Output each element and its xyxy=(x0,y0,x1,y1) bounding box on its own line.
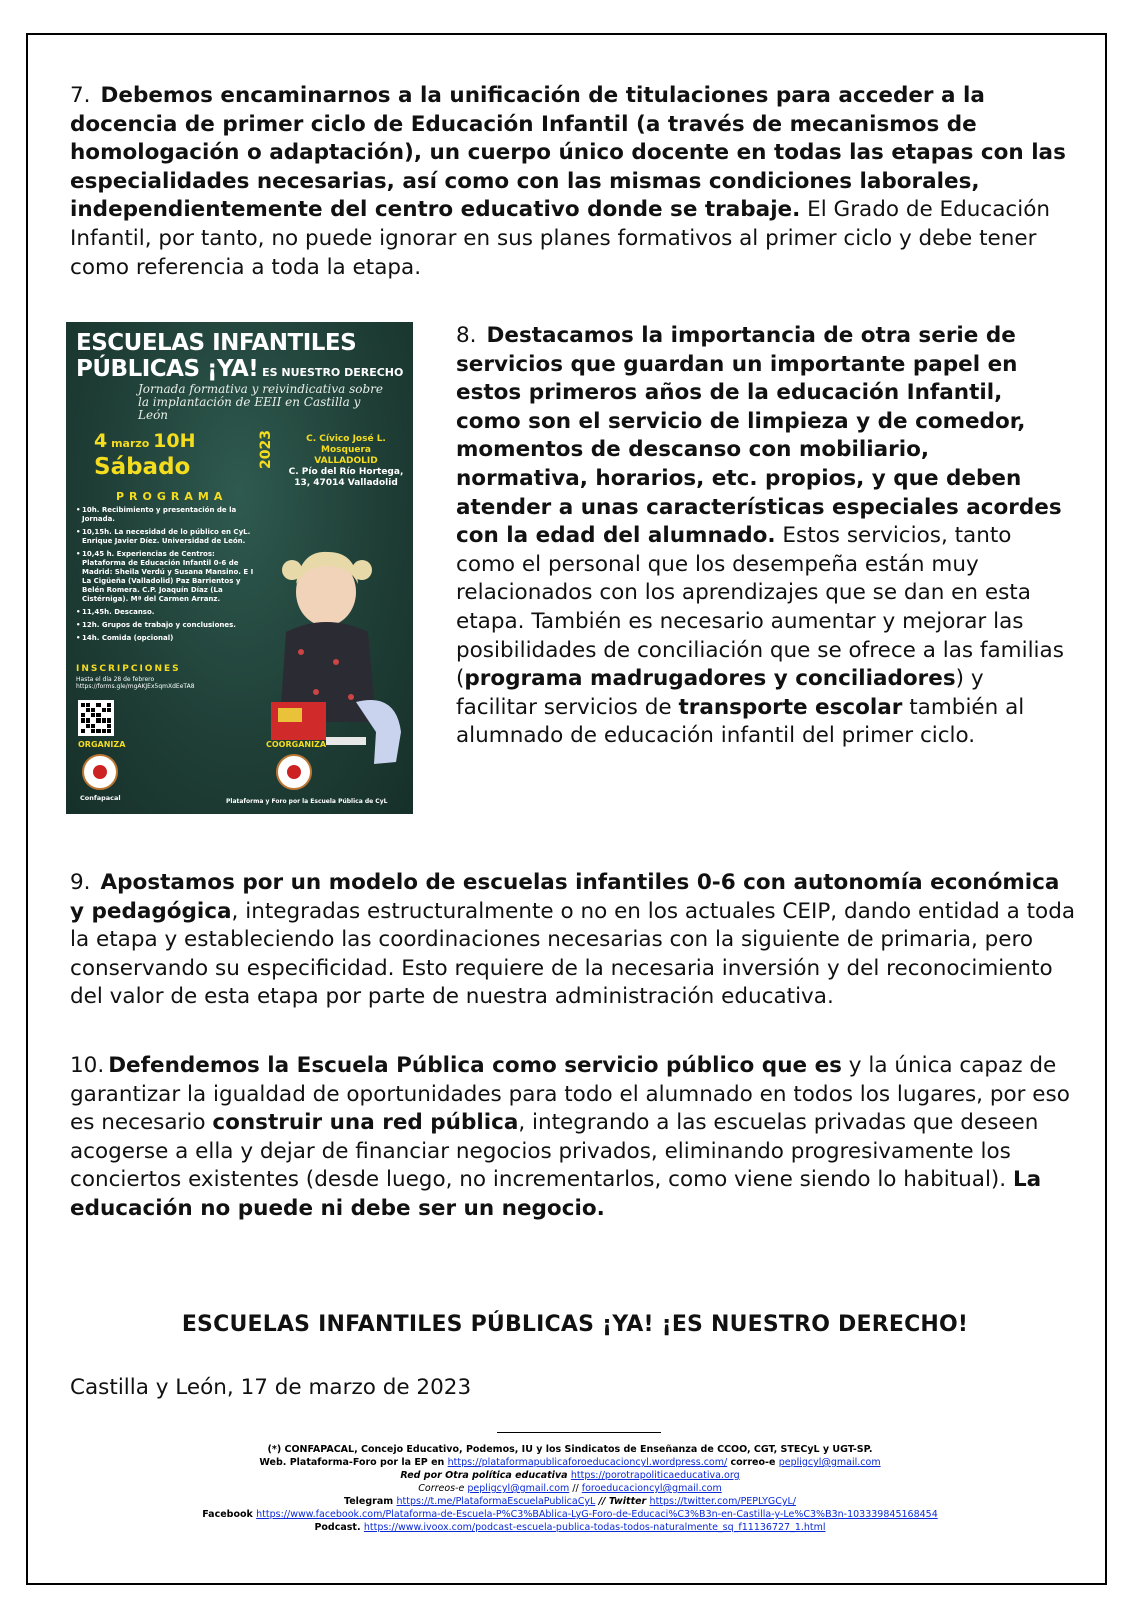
twitter-link[interactable]: https://twitter.com/PEPLYGCyL/ xyxy=(649,1496,796,1507)
list-item: • 10,45 h. Experiencias de Centros: Plataforma de Educación Infantil 0-6 de Madrid: Sheila Verdú y Susana Mansino. E I La Cigüeña (Valladolid) Paz Barrientos y Belén Romera. C.P. Joaquín Díaz (La Cistérniga). Mª del Carmen Arranz. xyxy=(76,550,256,604)
footer-facebook: Facebook https://www.facebook.com/Plataforma-de-Escuela-P%C3%BAblica-LyG-Foro-de-Educaci%C3%B3n-en-Castilla-y-Le%C3%B3n-103339845168454 xyxy=(202,1509,938,1520)
poster-subtitle: Jornada formativa y reivindicativa sobre la implantación de EEII en Castilla y León xyxy=(138,382,383,422)
point-7-text: El Grado de Educación Infantil, por tanto, no puede ignorar en sus planes formativos al primer ciclo y debe tener como referencia a toda la etapa. xyxy=(70,197,1050,280)
footer-emails: Correos-e pepligcyl@gmail.com // foroeducacioncyl@gmail.com xyxy=(418,1483,722,1494)
poster-coorganiza: COORGANIZA xyxy=(266,740,327,749)
poster-title-line1: ESCUELAS INFANTILES xyxy=(76,330,357,356)
point-10-bold3: La educación no puede ni debe ser un negocio. xyxy=(70,1167,1042,1221)
point-10-text2: , integrando a las escuelas privadas que deseen acogerse a ella y dejar de financiar negocios privados, eliminando progresivamente los conciertos existentes (desde luego, no incrementarlos, como viene siendo lo habitual). xyxy=(70,1110,1039,1193)
point-8-text2: ) y facilitar servicios de xyxy=(456,666,984,720)
facebook-link[interactable]: https://www.facebook.com/Plataforma-de-Escuela-P%C3%BAblica-LyG-Foro-de-Educaci%C3%B3n-en-Castilla-y-Le%C3%B3n-103339845168454 xyxy=(256,1509,938,1520)
point-10-bold: Defendemos la Escuela Pública como servicio público que es xyxy=(108,1053,842,1078)
confapacal-logo-icon xyxy=(82,754,118,790)
point-number: 9. xyxy=(70,870,91,895)
point-9-bold: Apostamos por un modelo de escuelas infantiles 0-6 con autonomía económica y pedagógica xyxy=(70,870,1060,924)
poster-confapacal: Confapacal xyxy=(80,794,121,802)
email-link[interactable]: foroeducacioncyl@gmail.com xyxy=(581,1483,722,1494)
list-item: • 11,45h. Descanso. xyxy=(76,608,256,617)
web-link[interactable]: https://plataformapublicaforoeducacioncyl.wordpress.com/ xyxy=(447,1457,728,1468)
poster-year: 2023 xyxy=(258,430,274,469)
point-number: 10. xyxy=(70,1053,105,1078)
poster-title-line2: PÚBLICAS ¡YA! ES NUESTRO DERECHO xyxy=(76,356,404,382)
closing-slogan: ESCUELAS INFANTILES PÚBLICAS ¡YA! ¡ES NUESTRO DERECHO! xyxy=(181,1312,969,1337)
qr-code-icon xyxy=(78,700,114,736)
plataforma-seal-icon xyxy=(276,754,312,790)
red-link[interactable]: https://porotrapoliticaeducativa.org xyxy=(570,1470,740,1481)
event-poster xyxy=(66,322,413,814)
list-item: • 10h. Recibimiento y presentación de la Jornada. xyxy=(76,506,256,524)
footer-social: Telegram https://t.me/PlataformaEscuelaPublicaCyL // Twitter https://twitter.com/PEPLYGCyL/ xyxy=(344,1496,796,1507)
footer-podcast: Podcast. https://www.ivoox.com/podcast-escuela-publica-todas-todos-naturalmente_sq_f11136727_1.html xyxy=(314,1522,826,1533)
point-8-text1: Estos servicios, tanto como el personal que los desempeña están muy relacionados con los aprendizajes que se dan en esta etapa. También es necesario aumentar y mejorar las posibilidades de conciliación que se ofrece a las familias ( xyxy=(456,523,1064,692)
email-link[interactable]: pepligcyl@gmail.com xyxy=(467,1483,570,1494)
poster-plataforma: Plataforma y Foro por la Escuela Pública de CyL xyxy=(226,798,388,805)
point-10-bold2: construir una red pública xyxy=(212,1110,519,1136)
poster-inscripciones: INSCRIPCIONES xyxy=(76,664,181,674)
point-8-bold: Destacamos la importancia de otra serie de servicios que guardan un importante papel en estos primeros años de la educación Infantil, como son el servicio de limpieza y de comedor, momentos de descanso con mobiliario, normativa, horarios, etc. propios, y que deben atender a unas características especiales acordes con la edad del alumnado. xyxy=(456,323,1062,549)
point-number: 7. xyxy=(70,83,91,108)
poster-date: 4 marzo 10H Sábado xyxy=(94,430,196,480)
poster-title-small: ES NUESTRO DERECHO xyxy=(258,366,404,379)
point-8-bold3: transporte escolar xyxy=(678,694,903,720)
dateline: Castilla y León, 17 de marzo de 2023 xyxy=(70,1375,472,1400)
email-link[interactable]: pepligcyl@gmail.com xyxy=(778,1457,881,1468)
point-number: 8. xyxy=(456,323,477,348)
list-item: • 14h. Comida (opcional) xyxy=(76,634,256,643)
point-9-text: , integradas estructuralmente o no en los actuales CEIP, dando entidad a toda la etapa y estableciendo las coordinaciones necesarias con la siguiente de primaria, pero conservando su especificidad. Esto requiere de la necesaria inversión y del reconocimiento del valor de esta etapa por parte de nuestra administración educativa. xyxy=(70,898,1076,1010)
point-8 xyxy=(456,322,1066,751)
point-8-text3: también al alumnado de educación infantil del primer ciclo. xyxy=(456,694,1025,749)
point-10 xyxy=(70,1052,1080,1224)
poster-inscripciones-detail: Hasta el día 28 de febrero https://forms.gle/mgAKJEx5qmXdEeTA8 xyxy=(76,676,195,690)
poster-place: C. Cívico José L. Mosquera VALLADOLID C. Pío del Río Hortega, 13, 47014 Valladolid xyxy=(288,434,404,488)
poster-weekday: Sábado xyxy=(94,454,191,480)
poster-organiza: ORGANIZA xyxy=(78,740,126,749)
podcast-link[interactable]: https://www.ivoox.com/podcast-escuela-publica-todas-todos-naturalmente_sq_f11136727_1.html xyxy=(363,1522,826,1533)
point-7 xyxy=(70,82,1080,282)
point-9 xyxy=(70,869,1080,1012)
point-8-bold2: programa madrugadores y conciliadores xyxy=(464,666,956,692)
point-10-text1: y la única capaz de garantizar la igualdad de oportunidades para todo el alumnado en todos los lugares, por eso es necesario xyxy=(70,1053,1070,1136)
list-item: • 10,15h. La necesidad de lo público en CyL. Enrique Javier Díez. Universidad de León. xyxy=(76,528,256,546)
footer-signatories: (*) CONFAPACAL, Concejo Educativo, Podemos, IU y los Sindicatos de Enseñanza de CCOO, CGT, STECyL y UGT-SP. xyxy=(267,1444,873,1455)
footnote-divider xyxy=(497,1432,661,1433)
telegram-link[interactable]: https://t.me/PlataformaEscuelaPublicaCyL xyxy=(396,1496,596,1507)
footer-web: Web. Plataforma-Foro por la EP en https://plataformapublicaforoeducacioncyl.wordpress.com/ correo-e pepligcyl@gmail.com xyxy=(259,1457,881,1468)
footer-red: Red por Otra política educativa https://porotrapoliticaeducativa.org xyxy=(400,1470,740,1481)
poster-program-list xyxy=(76,506,256,647)
poster-programa: PROGRAMA xyxy=(116,490,228,503)
list-item: • 12h. Grupos de trabajo y conclusiones. xyxy=(76,621,256,630)
point-7-bold: Debemos encaminarnos a la unificación de titulaciones para acceder a la docencia de primer ciclo de Educación Infantil (a través de mecanismos de homologación o adaptación), un cuerpo único docente en todas las etapas con las especialidades necesarias, así como con las mismas condiciones laborales, independientemente del centro educativo donde se trabaje. xyxy=(70,83,1066,223)
